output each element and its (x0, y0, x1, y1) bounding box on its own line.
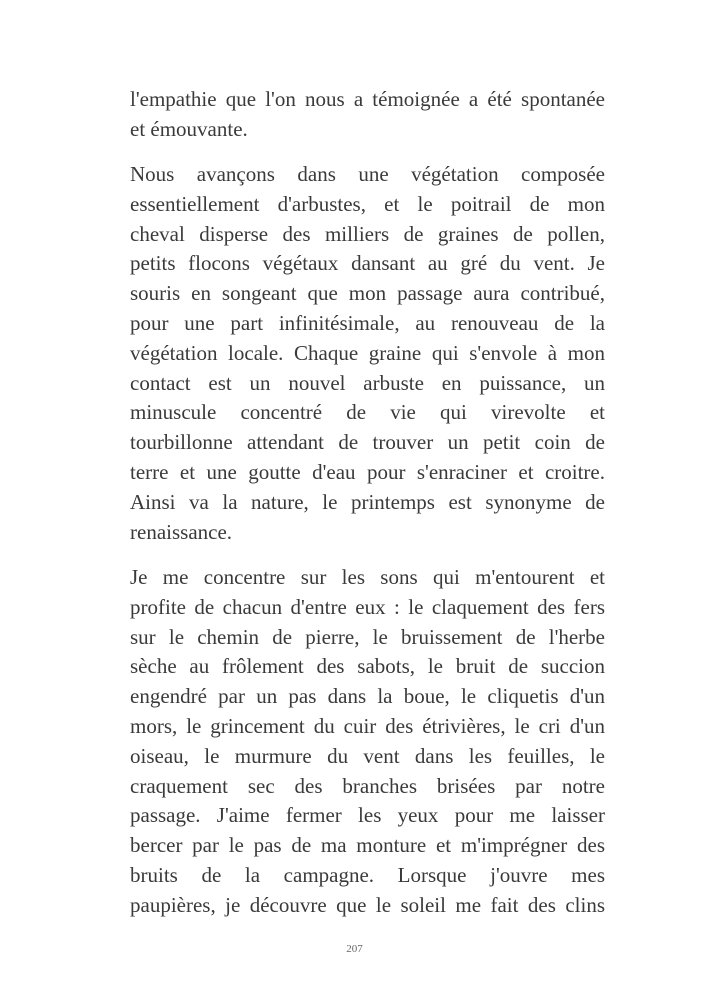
text-line: Je me concentre sur les sons qui m'entourent et (130, 564, 605, 589)
text-line: engendré par un pas dans la boue, le cliquetis d'un (130, 684, 605, 709)
text-line: pour une part infinitésimale, au renouveau de la (130, 311, 605, 336)
text-line: craquement sec des branches brisées par notre (130, 773, 605, 798)
text-line: cheval disperse des milliers de graines de pollen, (130, 221, 605, 246)
text-line: tourbillonne attendant de trouver un petit coin de (130, 430, 605, 455)
text-line: bruits de la campagne. Lorsque j'ouvre mes (130, 862, 605, 887)
text-line: oiseau, le murmure du vent dans les feuilles, le (130, 743, 605, 768)
text-line: souris en songeant que mon passage aura contribué, (130, 281, 605, 306)
text-line: essentiellement d'arbustes, et le poitrail de mon (130, 191, 605, 216)
text-line: minuscule concentré de vie qui virevolte et (130, 400, 605, 425)
page-number: 207 (346, 943, 363, 955)
text-line: l'empathie que l'on nous a témoignée a été spontanée (130, 87, 605, 111)
text-line: Nous avançons dans une végétation composée (130, 162, 605, 187)
text-line: passage. J'aime fermer les yeux pour me laisser (130, 803, 605, 828)
text-line: contact est un nouvel arbuste en puissance, un (130, 370, 605, 395)
text-line: renaissance. (130, 519, 233, 544)
paragraph (130, 160, 605, 547)
text-line: petits flocons végétaux dansant au gré du vent. Je (130, 251, 605, 276)
paragraph (130, 563, 605, 921)
page-body-text (130, 85, 605, 936)
text-line: végétation locale. Chaque graine qui s'envole à mon (130, 340, 605, 365)
text-line: paupières, je découvre que le soleil me fait des clins (130, 892, 605, 917)
text-line: et émouvante. (130, 116, 248, 141)
text-line: Ainsi va la nature, le printemps est synonyme de (130, 489, 605, 514)
text-line: terre et une goutte d'eau pour s'enraciner et croitre. (130, 460, 605, 485)
text-line: mors, le grincement du cuir des étrivières, le cri d'un (130, 713, 605, 738)
text-line: sur le chemin de pierre, le bruissement de l'herbe (130, 624, 605, 649)
paragraph (130, 85, 605, 145)
text-line: sèche au frôlement des sabots, le bruit de succion (130, 654, 605, 679)
text-line: profite de chacun d'entre eux : le claquement des fers (130, 594, 605, 619)
text-line: bercer par le pas de ma monture et m'imprégner des (130, 833, 605, 858)
